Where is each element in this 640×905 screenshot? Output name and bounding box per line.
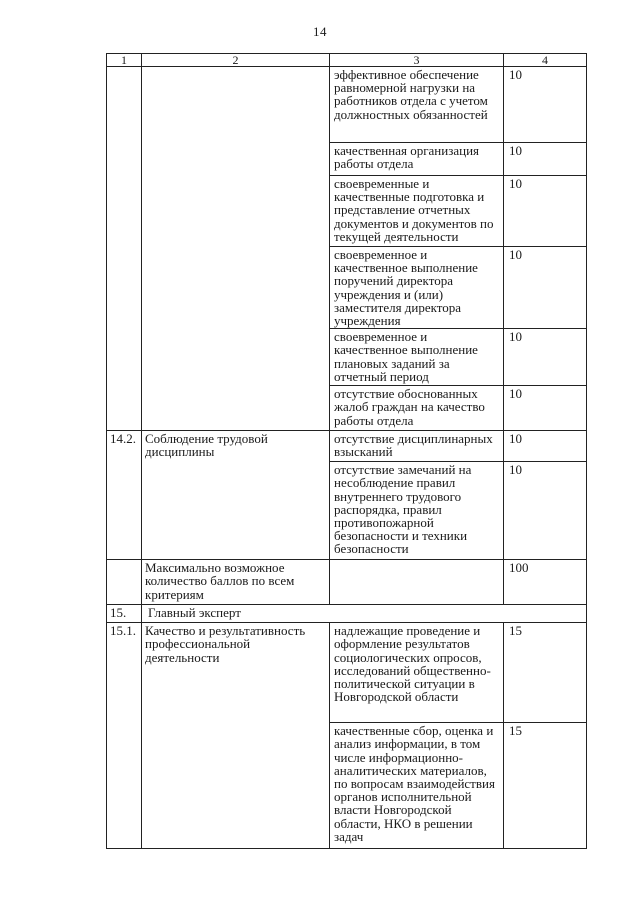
criterion-cell: качественная организация работы отдела <box>330 143 504 176</box>
criterion-cell: качественные сбор, оценка и анализ информации, в том числе информационно-аналитических материалов, по вопросам взаимодействия органов исполнительной власти Новгородской области, НКО в решении задач <box>330 723 504 849</box>
points-cell: 10 <box>504 143 587 176</box>
points-cell: 10 <box>504 431 587 462</box>
points-cell: 10 <box>504 386 587 431</box>
table-row <box>107 623 587 723</box>
column-number: 1 <box>107 54 142 67</box>
points-cell: 10 <box>504 247 587 329</box>
max-points-label: Максимально возможное количество баллов по всем критериям <box>142 560 330 605</box>
points-cell: 10 <box>504 67 587 143</box>
points-cell: 10 <box>504 329 587 386</box>
section-title: Главный эксперт <box>142 605 587 623</box>
criterion-cell: отсутствие замечаний на несоблюдение правил внутреннего трудового распорядка, правил противопожарной безопасности и техники безопасности <box>330 462 504 560</box>
column-number: 3 <box>330 54 504 67</box>
column-number: 2 <box>142 54 330 67</box>
section-row <box>107 605 587 623</box>
criteria-table-container <box>106 53 587 849</box>
num-cell <box>107 67 142 431</box>
criterion-cell: надлежащие проведение и оформление результатов социологических опросов, исследований общественно-политической ситуации в Новгородской области <box>330 623 504 723</box>
indicator-cell: Соблюдение трудовой дисциплины <box>142 431 330 560</box>
num-cell: 14.2. <box>107 431 142 560</box>
indicator-cell <box>142 67 330 431</box>
points-cell: 10 <box>504 462 587 560</box>
criterion-cell: своевременное и качественное выполнение поручений директора учреждения и (или) заместителя директора учреждения <box>330 247 504 329</box>
criterion-cell: своевременное и качественное выполнение плановых заданий за отчетный период <box>330 329 504 386</box>
indicator-cell: Качество и результативность профессиональной деятельности <box>142 623 330 849</box>
points-cell: 10 <box>504 176 587 247</box>
column-number: 4 <box>504 54 587 67</box>
num-cell <box>107 560 142 605</box>
max-points-row <box>107 560 587 605</box>
criterion-cell: своевременные и качественные подготовка и представление отчетных документов и документов по текущей деятельности <box>330 176 504 247</box>
criterion-cell <box>330 560 504 605</box>
table-row <box>107 431 587 462</box>
criteria-table <box>106 53 587 849</box>
max-points-value: 100 <box>504 560 587 605</box>
criterion-cell: отсутствие дисциплинарных взысканий <box>330 431 504 462</box>
page-number: 14 <box>313 24 327 39</box>
column-number-row <box>107 54 587 67</box>
points-cell: 15 <box>504 623 587 723</box>
points-cell: 15 <box>504 723 587 849</box>
criterion-cell: отсутствие обоснованных жалоб граждан на качество работы отдела <box>330 386 504 431</box>
num-cell: 15.1. <box>107 623 142 849</box>
table-row <box>107 67 587 143</box>
section-number: 15. <box>107 605 142 623</box>
criterion-cell: эффективное обеспечение равномерной нагрузки на работников отдела с учетом должностных обязанностей <box>330 67 504 143</box>
